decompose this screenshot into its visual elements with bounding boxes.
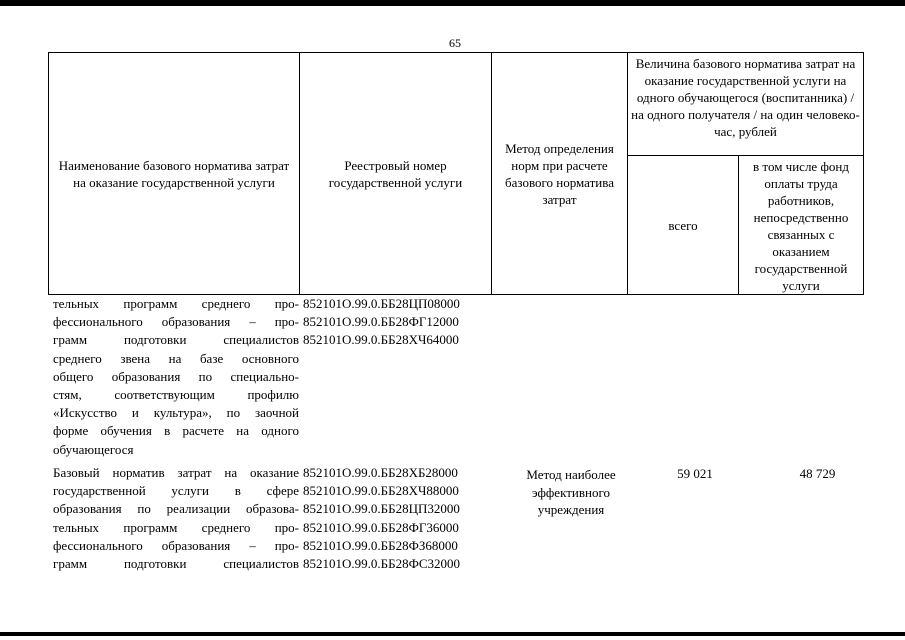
- row1-registry: [303, 295, 498, 350]
- registry-number: 852101О.99.0.ББ28ФЗ68000: [303, 537, 458, 553]
- row1-name-line: форме обучения в расчете на одного: [53, 423, 299, 439]
- row2-name: [53, 464, 299, 573]
- header-fund-cell: [739, 156, 864, 295]
- registry-number: 852101О.99.0.ББ28ФГ12000: [303, 314, 459, 330]
- registry-number: 852101О.99.0.ББ28ЦП32000: [303, 501, 460, 517]
- registry-number: 852101О.99.0.ББ28ЦП08000: [303, 296, 460, 311]
- row2-fund-value: 48 729: [799, 466, 836, 481]
- row1-name-line: грамм подготовки специалистов: [53, 332, 299, 348]
- registry-number: 852101О.99.0.ББ28ФГ36000: [303, 519, 459, 535]
- table-header: [48, 52, 864, 295]
- registry-number: 852101О.99.0.ББ28ХЧ88000: [303, 483, 459, 499]
- header-total-cell: [628, 156, 739, 295]
- header-total-text: всего: [668, 217, 698, 233]
- header-fund-text: в том числе фонд оплаты труда работников, непосредственно связанных с оказанием государственной услуги: [753, 159, 849, 293]
- row1-name-line: стям, соответствующим профилю: [53, 387, 299, 403]
- header-method-cell: [492, 53, 628, 295]
- row2-name-line: фессионального образования – про-: [53, 537, 299, 553]
- header-registry-cell: [300, 53, 492, 295]
- header-value-group-text: Величина базового норматива затрат на оказание государственной услуги на одного обучающегося (воспитанника) / на одного получателя / на один человеко-час, рублей: [631, 56, 860, 139]
- row1-name-line: обучающегося: [53, 441, 134, 457]
- registry-number: 852101О.99.0.ББ28ХБ28000: [303, 465, 458, 480]
- row2-name-line: тельных программ среднего про-: [53, 519, 299, 535]
- row1-name-line: среднего звена на базе основного: [53, 350, 299, 366]
- header-name-text: Наименование базового норматива затрат на оказание государственной услуги: [58, 157, 290, 190]
- bottom-border-bar: [0, 632, 905, 636]
- row2-name-line: государственной услуги в сфере: [53, 483, 299, 499]
- row2-name-line: Базовый норматив затрат на оказание: [53, 465, 299, 480]
- row1-name-line: фессионального образования – про-: [53, 314, 299, 330]
- header-value-group-cell: [628, 53, 864, 156]
- header-name-cell: [49, 53, 300, 295]
- header-registry-text: Реестровый номер государственной услуги: [328, 157, 463, 190]
- row2-total-value: 59 021: [677, 466, 713, 481]
- registry-number: 852101О.99.0.ББ28ФС32000: [303, 556, 461, 572]
- top-border-bar: [0, 0, 905, 6]
- row2-registry: [303, 464, 498, 573]
- row1-name-line: «Искусство и культура», по заочной: [53, 405, 299, 421]
- row1-name-line: тельных программ среднего про-: [53, 296, 299, 311]
- row2-method: Метод наиболее эффективного учреждения: [526, 467, 616, 517]
- page-number: 65: [449, 36, 461, 50]
- header-method-text: Метод определения норм при расчете базового норматива затрат: [505, 140, 614, 207]
- registry-number: 852101О.99.0.ББ28ХЧ64000: [303, 332, 459, 348]
- row2-name-line: образования по реализации образова-: [53, 501, 299, 517]
- row2-name-line: грамм подготовки специалистов: [53, 556, 299, 572]
- row1-name-line: общего образования по специально-: [53, 368, 299, 384]
- row1-name: [53, 295, 299, 459]
